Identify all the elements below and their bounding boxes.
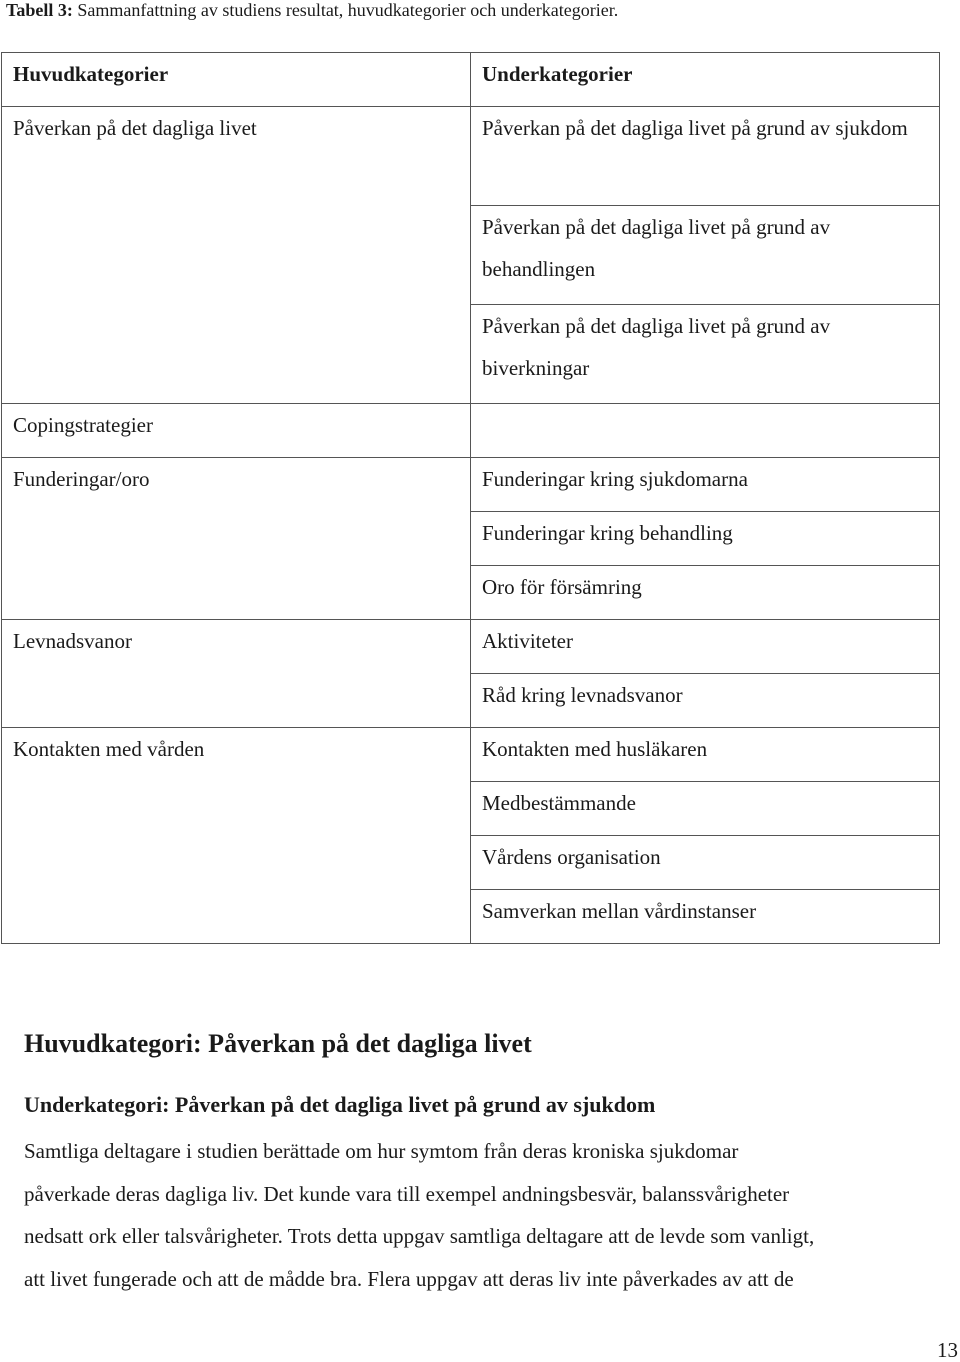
summary-table [1, 52, 940, 944]
page-number: 13 [937, 1338, 958, 1362]
main-category-cell: Levnadsvanor [2, 620, 471, 728]
body-paragraph [24, 1130, 960, 1300]
sub-category-cell: Påverkan på det dagliga livet på grund av sjukdom [471, 107, 940, 206]
section-title: Huvudkategori: Påverkan på det dagliga livet [24, 1029, 532, 1058]
sub-category-cell: Funderingar kring behandling [471, 512, 940, 566]
sub-category-cell: Funderingar kring sjukdomarna [471, 458, 940, 512]
table-row [2, 728, 940, 782]
table-header-row [2, 53, 940, 107]
body-line: nedsatt ork eller talsvårigheter. Trots detta uppgav samtliga deltagare att de levde som vanligt, [24, 1224, 815, 1249]
main-category-cell: Kontakten med vården [2, 728, 471, 944]
header-main-categories: Huvudkategorier [2, 53, 471, 107]
table-caption [6, 0, 618, 22]
table-row [2, 404, 940, 458]
body-line: påverkade deras dagliga liv. Det kunde vara till exempel andningsbesvär, balanssvårigheter [24, 1181, 790, 1206]
sub-category-cell: Påverkan på det dagliga livet på grund av biverkningar [471, 305, 940, 404]
sub-category-cell: Råd kring levnadsvanor [471, 674, 940, 728]
table-row [2, 620, 940, 674]
sub-category-cell: Påverkan på det dagliga livet på grund av behandlingen [471, 206, 940, 305]
table-caption-label: Tabell 3: [6, 0, 73, 20]
table-row [2, 107, 940, 206]
body-line: att livet fungerade och att de mådde bra. Flera uppgav att deras liv inte påverkades av att de [24, 1266, 794, 1291]
main-category-cell: Copingstrategier [2, 404, 471, 458]
sub-category-cell: Oro för försämring [471, 566, 940, 620]
table-row [2, 458, 940, 512]
body-line: Samtliga deltagare i studien berättade om hur symtom från deras kroniska sjukdomar [24, 1139, 739, 1163]
sub-category-cell: Vårdens organisation [471, 836, 940, 890]
header-sub-categories: Underkategorier [471, 53, 940, 107]
sub-category-cell: Samverkan mellan vårdinstanser [471, 890, 940, 944]
sub-category-cell: Aktiviteter [471, 620, 940, 674]
table-caption-text: Sammanfattning av studiens resultat, huvudkategorier och underkategorier. [72, 0, 619, 20]
sub-category-cell: Medbestämmande [471, 782, 940, 836]
section-subtitle: Underkategori: Påverkan på det dagliga livet på grund av sjukdom [24, 1092, 656, 1117]
main-category-cell: Påverkan på det dagliga livet [2, 107, 471, 404]
sub-category-cell [471, 404, 940, 458]
main-category-cell: Funderingar/oro [2, 458, 471, 620]
sub-category-cell: Kontakten med husläkaren [471, 728, 940, 782]
